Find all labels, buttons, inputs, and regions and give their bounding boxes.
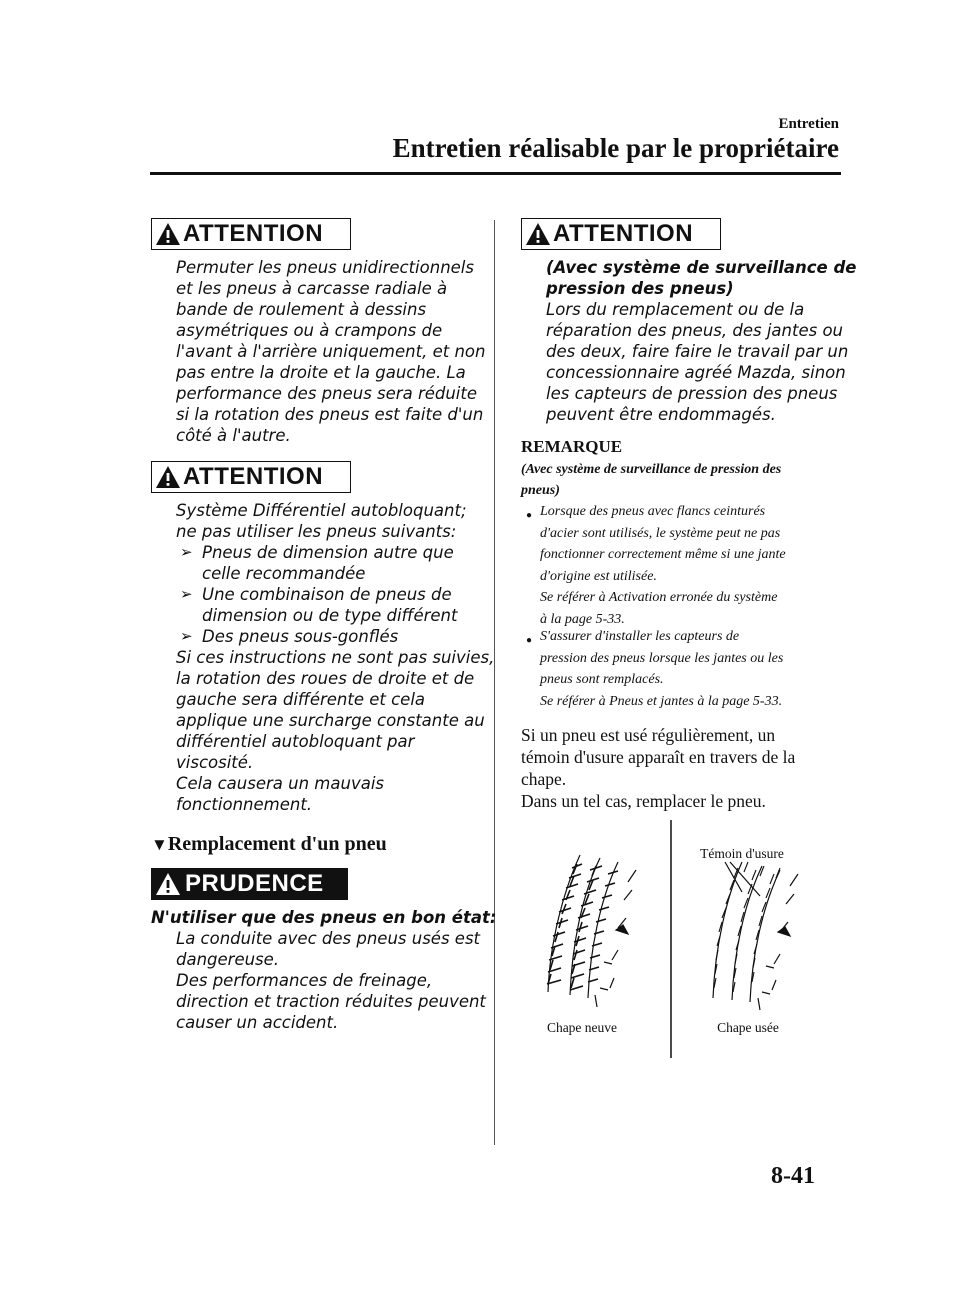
list-item: ➢ Une combinaison de pneus de (176, 584, 494, 605)
attention-label: ATTENTION (151, 461, 351, 493)
caution-text: N'utiliser que des pneus en bon état: La conduite avec des pneus usés est dangereuse. Des performances de freinage, direction et traction réduites peuvent causer un accident. (151, 908, 497, 1032)
warning-text-2: Système Différentiel autobloquant; ne pas utiliser les pneus suivants: ➢ Pneus de dimension autre que celle recommandée ➢ Une combinaison de pneus de dimension ou de type différent ➢ Des pneus sous-gonflés Si ces instructions ne sont pas suivies, la rotation des roues de droite et de gauche sera différente et cela applique une surcharge constante au différentiel autobloquant par viscosité. Cela causera un mauvais fonctionnement. (176, 500, 494, 815)
warning-text-1: Permuter les pneus unidirectionnels et les pneus à carcasse radiale à bande de roulement à dessins asymétriques ou à crampons de l'avant à l'arrière uniquement, et non pas entre la droite et la gauche. La performance des pneus sera réduite si la rotation des pneus est faite d'un côté à l'autre. (176, 258, 486, 445)
list-item: ➢ Des pneus sous-gonflés (176, 626, 494, 647)
wear-indicator-label: Témoin d'usure (700, 846, 784, 861)
body-paragraph: Si un pneu est usé régulièrement, un témoin d'usure apparaît en travers de la chape. Dans un tel cas, remplacer le pneu. (521, 725, 796, 811)
worn-tread-caption: Chape usée (717, 1020, 779, 1035)
header-section: Entretien (778, 116, 839, 132)
warning-icon (155, 872, 181, 896)
warning-text-3: (Avec système de surveillance de pression des pneus) Lors du remplacement ou de la réparation des pneus, des jantes ou des deux, faire faire le travail par un concessionnaire agréé Mazda, sinon les capteurs de pression des pneus peuvent être endommagés. (546, 258, 857, 424)
warning-icon (155, 465, 181, 489)
tread-illustration (520, 820, 840, 1060)
page-number: 8-41 (771, 1163, 815, 1189)
warning-icon (155, 222, 181, 246)
warning-icon (525, 222, 551, 246)
bullet-icon: ● (526, 635, 533, 646)
new-tread-caption: Chape neuve (546, 1020, 618, 1035)
attention-label: ATTENTION (521, 218, 721, 250)
list-item: ● S'assurer d'installer les capteurs de pression des pneus lorsque les jantes ou les pneus sont remplacés. Se référer à Pneus et jantes à la page 5-33. (526, 629, 784, 709)
attention-label: ATTENTION (151, 218, 351, 250)
header-rule (150, 172, 841, 175)
list-item: ➢ Pneus de dimension autre que (176, 542, 494, 563)
note-subheading: (Avec système de surveillance de pression des pneus) (521, 462, 782, 498)
section-heading: ▼Remplacement d'un pneu (151, 833, 387, 855)
list-item: ● Lorsque des pneus avec flancs ceinturés d'acier sont utilisés, le système peut ne pas fonctionner correctement même si une jante d'origine est utilisée. Se référer à Activation erronée du système à la page 5-33. (526, 504, 786, 627)
prudence-label: PRUDENCE (151, 868, 348, 900)
bullet-icon: ● (526, 510, 533, 521)
triangle-down-icon: ▼ (151, 835, 168, 854)
page-title: Entretien réalisable par le propriétaire (392, 133, 839, 163)
note-heading: REMARQUE (521, 437, 623, 456)
tread-wear-figure (520, 820, 840, 1060)
